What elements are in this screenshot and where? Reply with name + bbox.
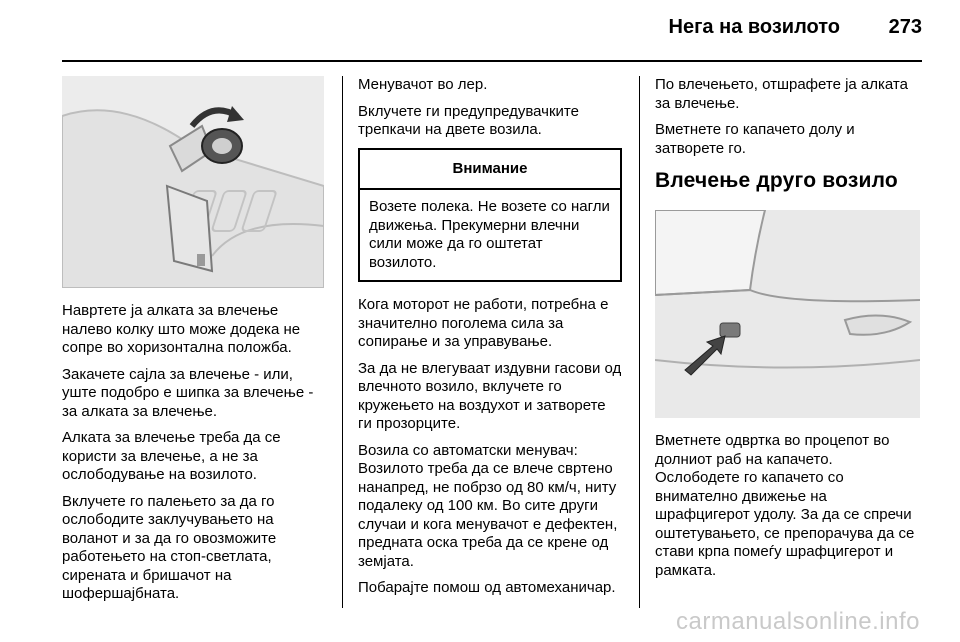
paragraph: За да не влегуваат издувни гасови од влечното возило, вклучете го кружењето на воздухот и затворете ги прозорците. <box>358 359 622 432</box>
column-1-text <box>62 302 324 612</box>
column-2-text <box>358 76 622 606</box>
paragraph: Закачете сајла за влечење - или, уште подобро е шипка за влечење - за алката за влечење. <box>62 365 314 420</box>
paragraph: Вметнете одвртка во процепот во долниот раб на капачето. Ослободете го капачето со внимателно движење на шрафцигерот удолу. За да се спречи оштетувањето, се препорачува да се стави крпа помеѓу шрафцигерот и рамката. <box>655 432 915 579</box>
paragraph: Вклучете ги предупредувачките трепкачи на двете возила. <box>358 102 579 138</box>
page-number: 273 <box>888 16 922 38</box>
tow-eye-illustration <box>62 76 324 288</box>
paragraph: Кога моторот не работи, потребна е значително поголема сила за сопирање и за управување. <box>358 296 609 350</box>
paragraph: По влечењето, отшрафете ја алката за влечење. <box>655 76 908 112</box>
paragraph: Навртете ја алката за влечење налево колку што може додека не сопре во хоризонтална положба. <box>62 302 301 356</box>
header-rule <box>62 60 922 62</box>
page-header-title: Нега на возилото <box>668 16 840 38</box>
paragraph: Алката за влечење треба да се користи за влечење, а не за ослободување на возилото. <box>62 429 281 483</box>
paragraph: Вметнете го капачето долу и затворете го. <box>655 121 855 157</box>
paragraph: Побарајте помош од автомеханичар. <box>358 579 616 596</box>
watermark: carmanualsonline.info <box>676 608 920 635</box>
column-3-text-top <box>655 76 921 205</box>
column-divider-2 <box>639 76 640 608</box>
warning-text: Возете полека. Не возете со нагли движења. Прекумерни влечни сили може да го оштетат возилото. <box>369 198 610 271</box>
rear-bumper-illustration <box>655 210 920 418</box>
paragraph: Вклучете го палењето за да го ослободите заклучувањето на воланот и за да го овозможите работењето на стоп-светлата, сирената и бришачот на шофершајбната. <box>62 492 277 602</box>
warning-box <box>358 148 622 283</box>
front-tow-eye-figure <box>62 76 324 288</box>
section-heading: Влечење друго возило <box>655 169 898 192</box>
paragraph: Менувачот во лер. <box>358 76 488 93</box>
rear-tow-cover-figure <box>655 210 920 418</box>
paragraph: Возила со автоматски менувач: Возилото треба да се влече свртено нанапред, не побрзо од 80 км/ч, ниту подалеку од 100 км. Во сите други случаи и кога менувачот е дефектен, предната оска треба да се крене од земјата. <box>358 441 618 570</box>
column-divider-1 <box>342 76 343 608</box>
warning-title: Внимание <box>360 150 620 191</box>
column-3-text-bottom <box>655 432 921 588</box>
